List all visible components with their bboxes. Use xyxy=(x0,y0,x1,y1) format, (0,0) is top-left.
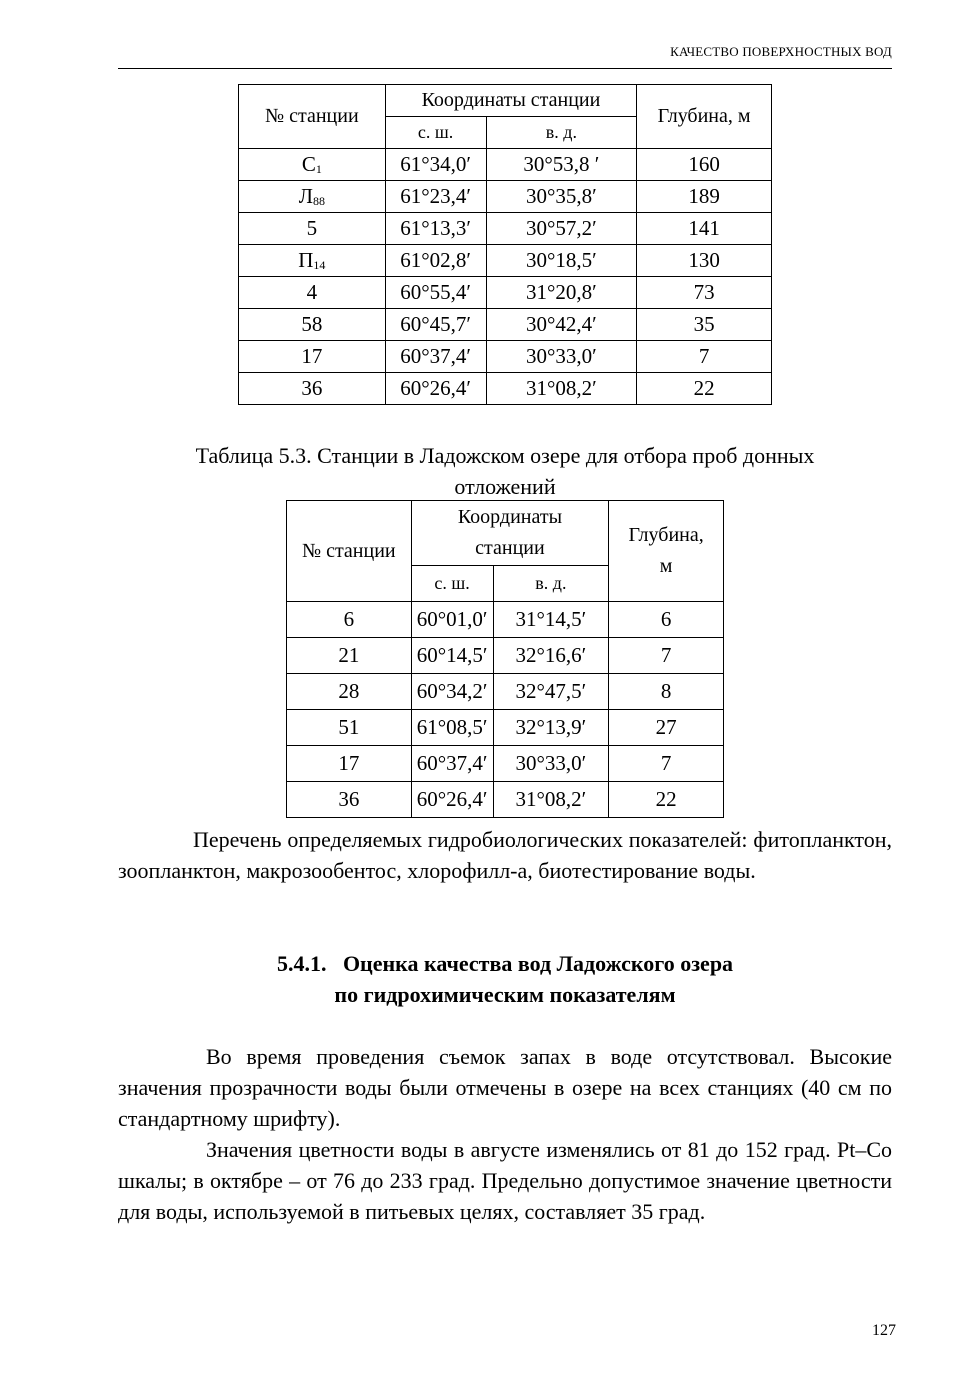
cell-station xyxy=(239,149,386,181)
cell-depth: 130 xyxy=(637,245,772,277)
cell-depth: 27 xyxy=(609,710,724,746)
table-row xyxy=(239,149,772,181)
caption-line-2: отложений xyxy=(454,474,556,499)
cell-longitude: 30°42,4′ xyxy=(486,309,637,341)
station-code: С xyxy=(301,152,316,176)
cell-longitude: 31°08,2′ xyxy=(493,782,609,818)
table-row xyxy=(239,213,772,245)
cell-depth: 8 xyxy=(609,674,724,710)
cell-depth: 35 xyxy=(637,309,772,341)
cell-longitude: 32°16,6′ xyxy=(493,638,609,674)
cell-latitude: 60°34,2′ xyxy=(411,674,493,710)
cell-station xyxy=(239,341,386,373)
cell-latitude: 60°26,4′ xyxy=(385,373,486,405)
cell-station: 17 xyxy=(287,746,412,782)
table-caption xyxy=(118,440,892,502)
table-row xyxy=(239,341,772,373)
section-heading-line-1: 5.4.1. Оценка качества вод Ладожского озера xyxy=(276,951,734,976)
cell-station xyxy=(239,181,386,213)
cell-latitude: 60°14,5′ xyxy=(411,638,493,674)
cell-longitude: 32°13,9′ xyxy=(493,710,609,746)
caption-line-1: Таблица 5.3. Станции в Ладожском озере для отбора проб донных xyxy=(195,443,815,468)
cell-depth: 189 xyxy=(637,181,772,213)
cell-latitude: 60°37,4′ xyxy=(385,341,486,373)
cell-latitude: 61°13,3′ xyxy=(385,213,486,245)
cell-depth: 160 xyxy=(637,149,772,181)
table-row xyxy=(287,710,724,746)
cell-longitude: 31°08,2′ xyxy=(486,373,637,405)
station-subscript: 88 xyxy=(312,194,325,208)
stations-table-continued xyxy=(238,84,772,405)
station-code: 4 xyxy=(306,280,318,304)
cell-longitude: 30°33,0′ xyxy=(493,746,609,782)
cell-station xyxy=(239,373,386,405)
header-station: № станции xyxy=(287,501,412,602)
section-heading-line-2: по гидрохимическим показателям xyxy=(334,982,676,1007)
cell-longitude: 30°33,0′ xyxy=(486,341,637,373)
cell-station xyxy=(239,245,386,277)
cell-station: 28 xyxy=(287,674,412,710)
header-lat: с. ш. xyxy=(411,566,493,602)
cell-depth: 22 xyxy=(609,782,724,818)
cell-longitude: 31°14,5′ xyxy=(493,602,609,638)
station-code: Л xyxy=(298,184,313,208)
table-row xyxy=(239,309,772,341)
cell-depth: 7 xyxy=(637,341,772,373)
cell-latitude: 60°45,7′ xyxy=(385,309,486,341)
cell-latitude: 60°01,0′ xyxy=(411,602,493,638)
header-depth xyxy=(609,501,724,602)
cell-longitude: 30°18,5′ xyxy=(486,245,637,277)
cell-station xyxy=(239,213,386,245)
cell-station: 6 xyxy=(287,602,412,638)
paragraph-indicators: Перечень определяемых гидробиологических показателей: фитопланктон, зоопланктон, макрозообентос, хлорофилл-а, биотестирование воды. xyxy=(118,827,892,883)
station-code: 17 xyxy=(301,344,323,368)
running-header: КАЧЕСТВО ПОВЕРХНОСТНЫХ ВОД xyxy=(670,44,892,59)
table-row xyxy=(287,638,724,674)
table-row xyxy=(239,245,772,277)
header-lat: с. ш. xyxy=(385,117,486,149)
table-row xyxy=(287,602,724,638)
header-coords-line-2: станции xyxy=(475,537,545,559)
cell-latitude: 60°37,4′ xyxy=(411,746,493,782)
table-row xyxy=(239,181,772,213)
cell-depth: 7 xyxy=(609,638,724,674)
cell-latitude: 61°08,5′ xyxy=(411,710,493,746)
sediment-stations-table xyxy=(286,500,724,818)
table-row xyxy=(287,746,724,782)
header-lon: в. д. xyxy=(486,117,637,149)
station-code: 36 xyxy=(301,376,323,400)
cell-depth: 22 xyxy=(637,373,772,405)
cell-depth: 141 xyxy=(637,213,772,245)
station-code: П xyxy=(298,248,314,272)
cell-station: 36 xyxy=(287,782,412,818)
paragraph-smell-transparency: Во время проведения съемок запах в воде отсутствовал. Высокие значения прозрачности воды были отмечены в озере на всех станциях (40 см по стандартному шрифту). xyxy=(118,1044,892,1131)
header-coords xyxy=(411,501,609,566)
header-lon: в. д. xyxy=(493,566,609,602)
cell-latitude: 61°02,8′ xyxy=(385,245,486,277)
cell-depth: 7 xyxy=(609,746,724,782)
table-row xyxy=(287,782,724,818)
cell-longitude: 30°53,8 ′ xyxy=(486,149,637,181)
cell-station: 51 xyxy=(287,710,412,746)
header-coords: Координаты станции xyxy=(385,85,637,117)
cell-latitude: 61°23,4′ xyxy=(385,181,486,213)
cell-depth: 73 xyxy=(637,277,772,309)
page-number: 127 xyxy=(872,1322,896,1339)
cell-latitude: 60°55,4′ xyxy=(385,277,486,309)
cell-longitude: 31°20,8′ xyxy=(486,277,637,309)
cell-longitude: 30°57,2′ xyxy=(486,213,637,245)
cell-longitude: 32°47,5′ xyxy=(493,674,609,710)
header-rule xyxy=(118,68,892,69)
cell-depth: 6 xyxy=(609,602,724,638)
station-subscript: 1 xyxy=(315,162,322,176)
header-coords-line-1: Координаты xyxy=(457,506,563,528)
cell-latitude: 61°34,0′ xyxy=(385,149,486,181)
cell-longitude: 30°35,8′ xyxy=(486,181,637,213)
cell-latitude: 60°26,4′ xyxy=(411,782,493,818)
paragraph-color: Значения цветности воды в августе изменялись от 81 до 152 град. Pt–Co шкалы; в октябре – от 76 до 233 град. Предельно допустимое значение цветности для воды, используемой в питьевых целях, составляет 35 град. xyxy=(118,1137,892,1224)
cell-station xyxy=(239,277,386,309)
station-subscript: 14 xyxy=(313,258,326,272)
table-row xyxy=(239,277,772,309)
header-depth: Глубина, м xyxy=(637,85,772,149)
header-depth-line-2: м xyxy=(659,555,673,577)
cell-station xyxy=(239,309,386,341)
header-station: № станции xyxy=(239,85,386,149)
header-depth-line-1: Глубина, xyxy=(628,524,704,546)
section-heading xyxy=(118,948,892,1010)
station-code: 58 xyxy=(301,312,323,336)
cell-station: 21 xyxy=(287,638,412,674)
station-code: 5 xyxy=(306,216,318,240)
table-row xyxy=(287,674,724,710)
table-row xyxy=(239,373,772,405)
